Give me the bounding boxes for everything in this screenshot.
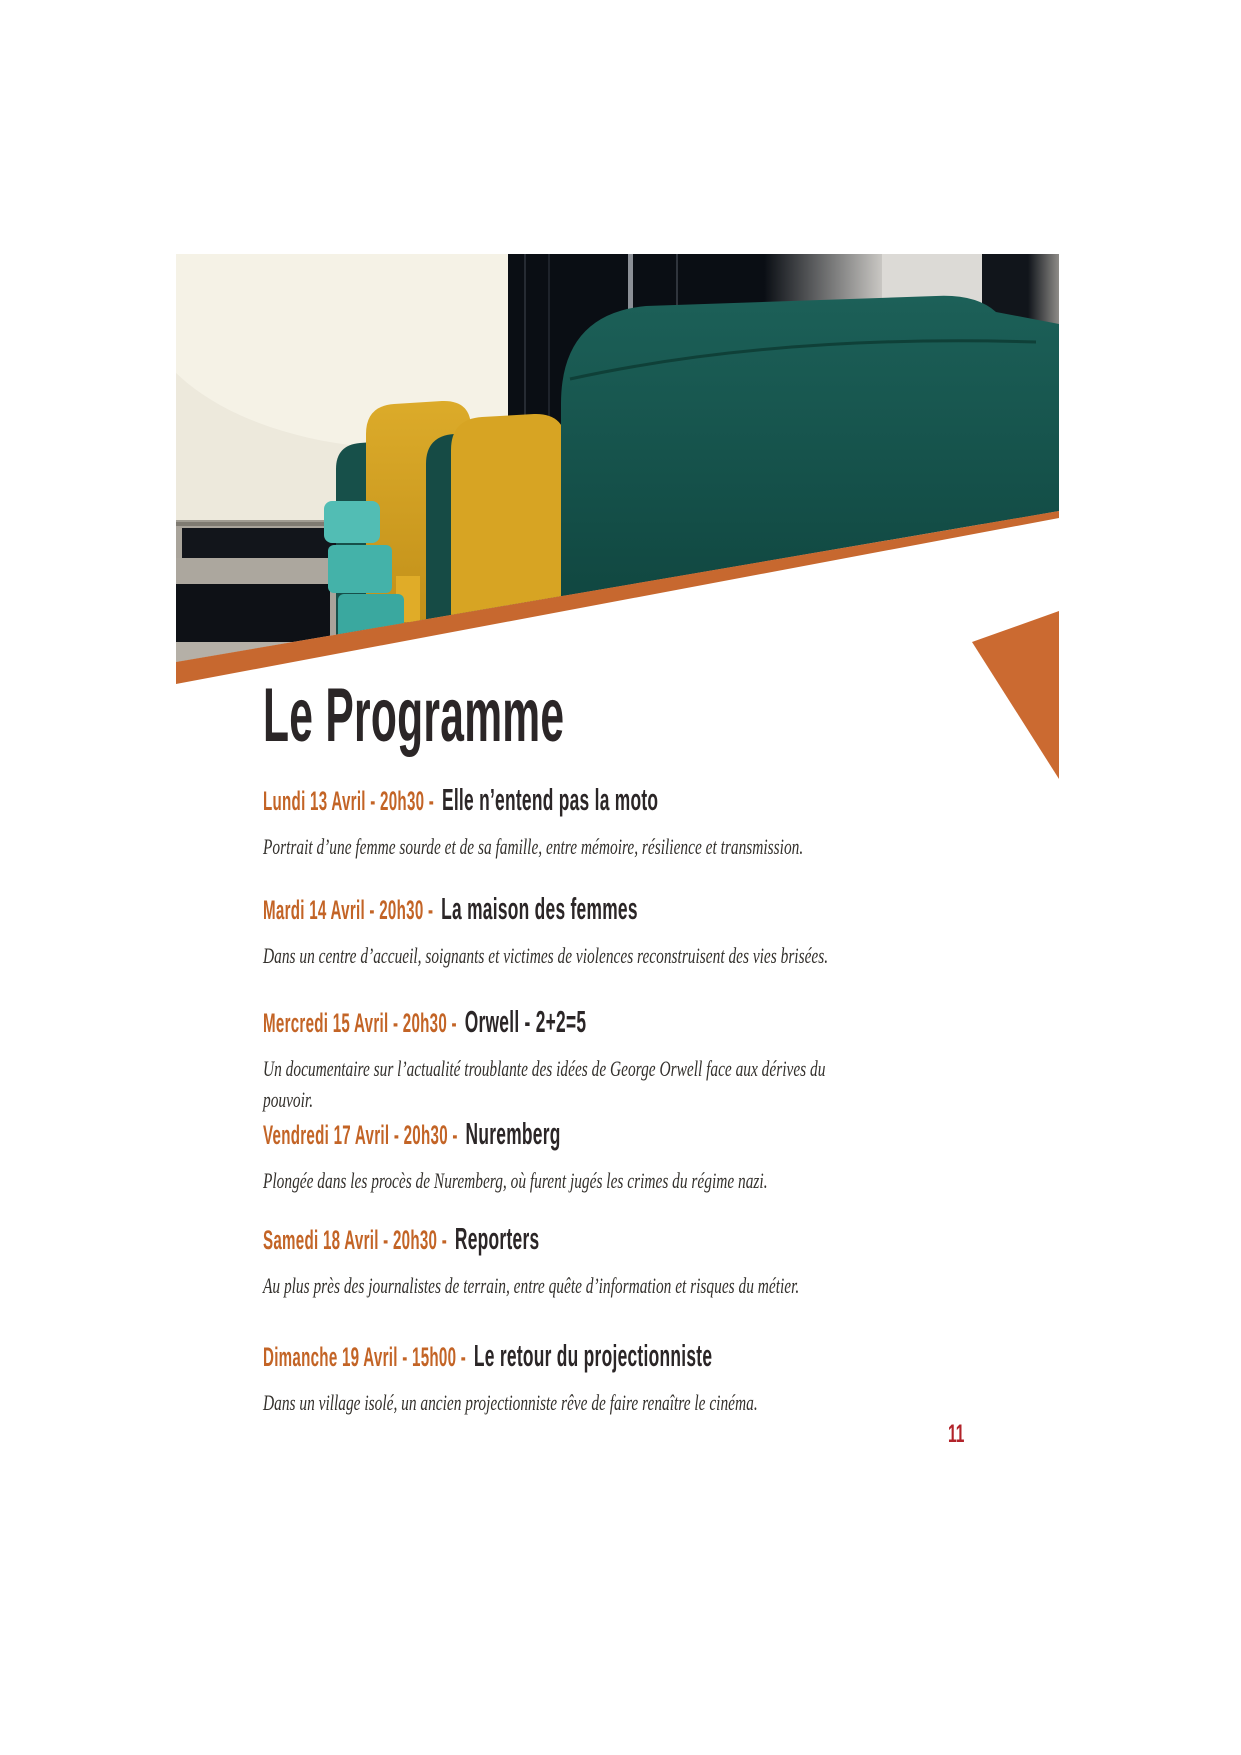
event-heading [263, 783, 695, 823]
event-date: Mardi 14 Avril - 20h30 - [263, 895, 434, 925]
event-description [263, 1270, 799, 1301]
event-item [263, 1339, 1065, 1418]
page-title: Le Programme [263, 673, 565, 758]
event-date: Mercredi 15 Avril - 20h30 - [263, 1008, 457, 1038]
description-line: Au plus près des journalistes de terrain, entre quête d’information et risques du métier. [263, 1273, 800, 1298]
event-date: Dimanche 19 Avril - 15h00 - [263, 1342, 467, 1372]
description-line: Dans un centre d’accueil, soignants et victimes de violences reconstruisent des vies brisées. [263, 943, 829, 968]
event-heading [263, 892, 715, 932]
event-item [263, 1117, 984, 1196]
description-line: Plongée dans les procès de Nuremberg, où furent jugés les crimes du régime nazi. [263, 1168, 768, 1193]
event-title: Orwell - 2+2=5 [464, 1004, 587, 1039]
turquoise-seat-2 [328, 545, 392, 593]
event-heading [263, 1117, 667, 1157]
description-line: Dans un village isolé, un ancien projectionniste rêve de faire renaître le cinéma. [263, 1390, 758, 1415]
event-title: Nuremberg [465, 1116, 561, 1151]
event-heading [263, 1005, 713, 1045]
page-number: 11 [948, 1420, 965, 1448]
event-description [263, 831, 803, 862]
event-date: Vendredi 17 Avril - 20h30 - [263, 1120, 458, 1150]
event-description [263, 940, 828, 971]
event-date: Samedi 18 Avril - 20h30 - [263, 1225, 448, 1255]
event-title: Reporters [454, 1221, 540, 1256]
event-description [263, 1387, 825, 1418]
event-item [263, 1005, 1066, 1115]
event-heading [263, 1222, 692, 1262]
event-item [263, 1222, 1029, 1301]
description-line: Un documentaire sur l’actualité troublante des idées de George Orwell face aux dérives du [263, 1056, 826, 1081]
event-date: Lundi 13 Avril - 20h30 - [263, 786, 435, 816]
event-heading [263, 1339, 712, 1379]
orange-accent-triangle [972, 611, 1059, 779]
event-title: Le retour du projectionniste [473, 1338, 713, 1373]
event-description [263, 1053, 825, 1115]
description-line: Portrait d’une femme sourde et de sa famille, entre mémoire, résilience et transmission. [263, 834, 804, 859]
turquoise-seat-1 [324, 501, 380, 543]
event-item [263, 892, 1070, 971]
event-item [263, 783, 1035, 862]
description-line: pouvoir. [263, 1087, 314, 1112]
event-title: Elle n’entend pas la moto [441, 782, 659, 817]
teal-sofa-back [561, 296, 1059, 662]
cinema-room-photo [176, 254, 1059, 674]
event-title: La maison des femmes [441, 891, 638, 926]
step-riser-2 [176, 584, 330, 642]
event-description [263, 1165, 768, 1196]
